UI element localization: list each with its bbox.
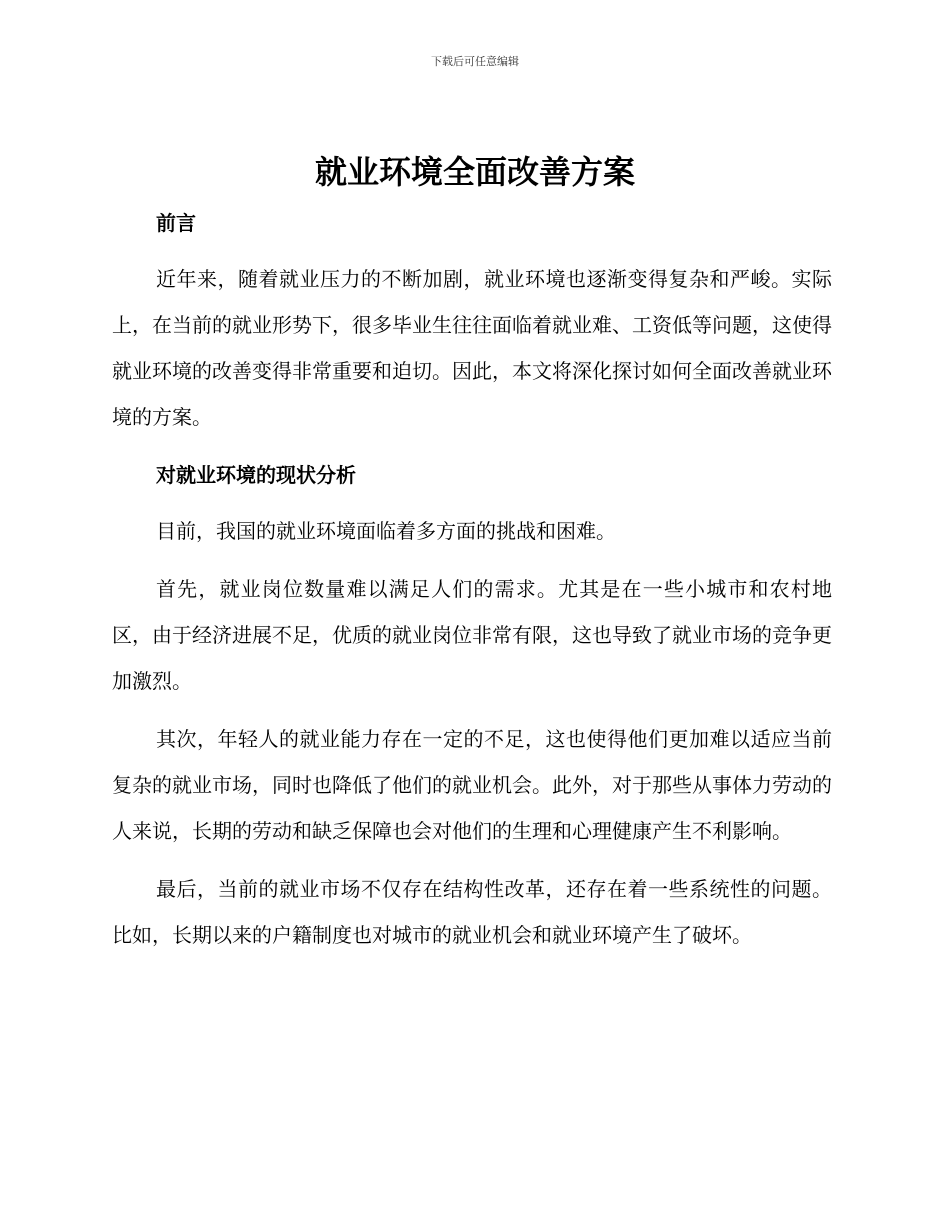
document-title: 就业环境全面改善方案 — [314, 153, 635, 191]
section-heading-preface: 前言 — [156, 211, 196, 235]
paragraph-preface-1: 近年来，随着就业压力的不断加剧，就业环境也逐渐变得复杂和严峻。实际上，在当前的就业形势下，很多毕业生往往面临着就业难、工资低等问题，这使得就业环境的改善变得非常重要和迫切。因此，本文将深化探讨如何全面改善就业环境的方案。 — [112, 267, 832, 429]
paragraph-analysis-3: 其次，年轻人的就业能力存在一定的不足，这也使得他们更加难以适应当前复杂的就业市场，同时也降低了他们的就业机会。此外，对于那些从事体力劳动的人来说，长期的劳动和缺乏保障也会对他们的生理和心理健康产生不利影响。 — [112, 727, 832, 843]
paragraph-analysis-4: 最后，当前的就业市场不仅存在结构性改革，还存在着一些系统性的问题。比如，长期以来的户籍制度也对城市的就业机会和就业环境产生了破坏。 — [112, 877, 832, 947]
paragraph-analysis-2: 首先，就业岗位数量难以满足人们的需求。尤其是在一些小城市和农村地区，由于经济进展不足，优质的就业岗位非常有限，这也导致了就业市场的竞争更加激烈。 — [112, 577, 832, 693]
document-body — [112, 200, 832, 958]
header-note: 下载后可任意编辑 — [431, 55, 519, 68]
section-heading-analysis: 对就业环境的现状分析 — [156, 463, 356, 487]
paragraph-analysis-1: 目前，我国的就业环境面临着多方面的挑战和困难。 — [156, 519, 616, 543]
